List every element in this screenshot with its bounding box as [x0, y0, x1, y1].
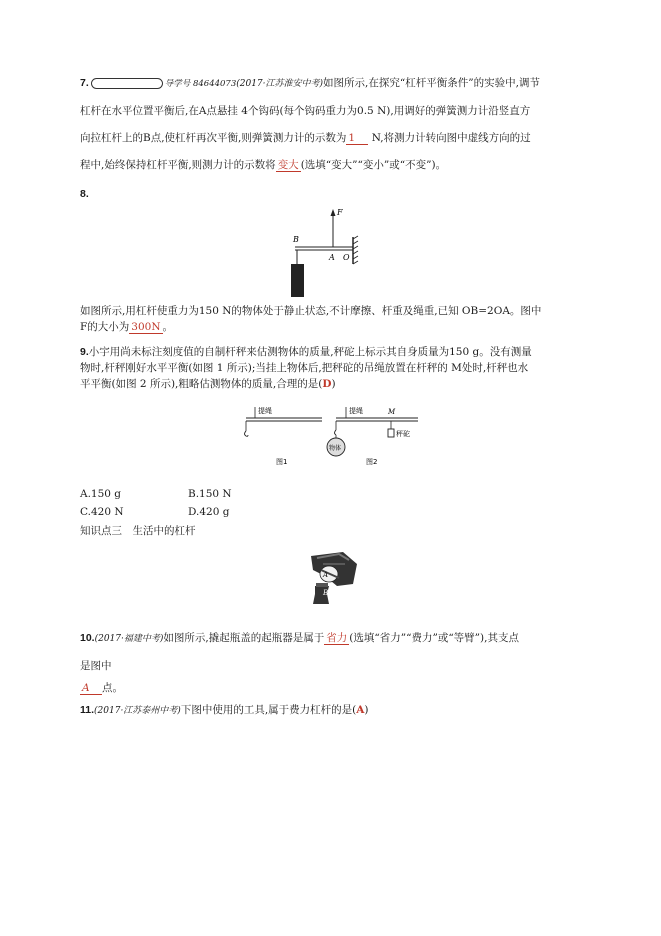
label-B: B — [293, 235, 299, 244]
question-text: (选填“变大”“变小”或“不变”)。 — [300, 159, 447, 171]
rope-label-1: 提绳 — [258, 407, 272, 415]
answer-choice: A — [356, 704, 365, 716]
caption-figure-1: 图1 — [276, 458, 288, 466]
bottle-opener-figure — [303, 550, 359, 606]
section-heading: 知识点三 生活中的杠杆 — [80, 525, 196, 537]
label-A: A — [323, 571, 329, 579]
question-text: 杠杆在水平位置平衡后,在A点悬挂 4个钩码(每个钩码重力为0.5 N),用调好的弹簧测力计沿竖直方 — [80, 105, 531, 117]
answer-blank: 变大 — [277, 159, 299, 171]
label-A: A — [329, 253, 335, 262]
answer-blank: 1 — [346, 132, 368, 145]
question-10-answer-line: A 点。 — [82, 682, 123, 694]
question-8-text: 如图所示,用杠杆使重力为150 N的物体处于静止状态,不计摩擦、杆重及绳重,已知 OB=2OA。图中 F的大小为 300N 。 — [80, 305, 542, 333]
rope-label-2: 提绳 — [349, 407, 363, 415]
question-7 — [80, 70, 588, 179]
question-number: 11. — [80, 704, 95, 716]
question-text: 向拉杠杆上的B点,使杠杆再次平衡,则弹簧测力计的示数为 — [80, 132, 347, 144]
hook-icon — [245, 431, 249, 436]
question-9: 9.小宇用尚未标注刻度值的自制杆秤来估测物体的质量,秤砣上标示其自身质量为150 g。没有测量 物时,杆秤刚好水平平衡(如图 1 所示);当挂上物体后,把秤砣的吊绳放置在杆秤的 M处时,杆秤也水 平平衡(如图 2 所示),粗略估测物体的质量,合理的是(D) — [80, 346, 532, 390]
label-F: F — [337, 208, 343, 217]
question-10: 10.(2017·福建中考)如图所示,撬起瓶盖的起瓶器是属于 省力 (选填“省力”“费力”或“等臂”),其支点 是图中 — [80, 632, 519, 672]
question-source: (2017·江苏淮安中考) — [236, 79, 324, 89]
code-box-icon — [91, 78, 163, 89]
steelyard-weight — [388, 429, 394, 437]
object-label: 物体 — [329, 445, 342, 452]
question-11: 11.(2017·江苏泰州中考)下图中使用的工具,属于费力杠杆的是(A) — [80, 704, 369, 716]
answer-blank: 300N — [131, 321, 161, 333]
question-number: 10. — [80, 632, 95, 644]
question-text: N,将测力计转向图中虚线方向的过 — [368, 132, 531, 144]
label-M: M — [388, 408, 396, 416]
option-c: C.420 N — [80, 506, 124, 518]
answer-choice: D — [322, 378, 332, 390]
question-text: 如图所示,在探究“杠杆平衡条件”的实验中,调节 — [323, 77, 540, 89]
guide-code: 导学号 84644073 — [164, 79, 237, 89]
question-number: 7. — [80, 77, 89, 89]
hook-icon — [335, 430, 337, 435]
caption-figure-2: 图2 — [366, 458, 378, 466]
lever-figure — [285, 202, 365, 300]
option-a: A.150 g — [80, 488, 122, 500]
weight-label: 秤砣 — [396, 430, 410, 438]
arrow-head — [331, 209, 336, 216]
answer-blank: 省力 — [326, 632, 348, 644]
label-B: B — [323, 589, 329, 597]
question-text: 程中,始终保持杠杆平衡,则测力计的示数将 — [80, 159, 276, 171]
weight-block — [291, 264, 304, 297]
answer-blank: A — [80, 682, 102, 695]
label-O: O — [343, 253, 350, 262]
option-d: D.420 g — [188, 506, 230, 518]
option-b: B.150 N — [188, 488, 232, 500]
steelyard-figure — [238, 402, 426, 482]
question-8-number: 8. — [80, 188, 89, 200]
question-number: 9. — [80, 346, 89, 358]
